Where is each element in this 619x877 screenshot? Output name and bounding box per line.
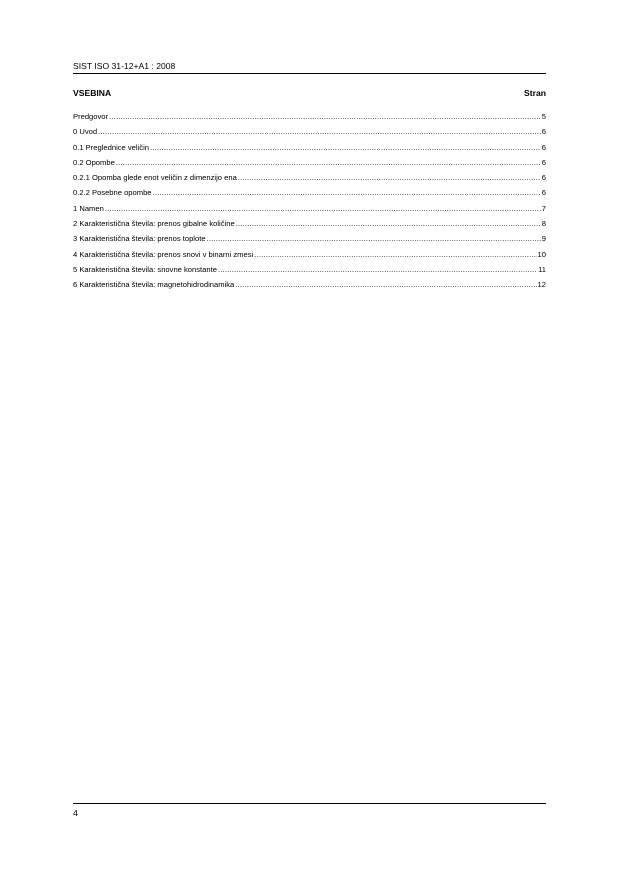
toc-entry-title: 0 Uvod: [73, 127, 98, 137]
toc-entry-title: 1 Namen: [73, 203, 104, 213]
toc-dot-leader: [236, 219, 541, 229]
header-divider: [73, 73, 546, 74]
toc-page-column-label: Stran: [524, 88, 546, 98]
toc-entry-page: 5: [541, 112, 546, 121]
toc-dot-leader: [238, 173, 541, 183]
toc-dot-leader: [235, 280, 536, 290]
running-header: SIST ISO 31-12+A1 : 2008: [73, 61, 176, 71]
toc-entry-page: 7: [541, 203, 546, 213]
toc-entry-title: 5 Karakteristična števila: snovne konstante: [73, 264, 217, 274]
toc-dot-leader: [109, 112, 541, 122]
toc-dot-leader: [207, 234, 541, 244]
toc-entry-title: 0.2.2 Posebne opombe: [73, 188, 152, 198]
toc-entry[interactable]: [73, 158, 546, 173]
toc-entry-title: 2 Karakteristična števila: prenos gibalne količine: [73, 219, 235, 229]
toc-entry[interactable]: [73, 188, 546, 203]
toc-dot-leader: [98, 127, 541, 137]
toc-heading-row: [73, 88, 546, 98]
toc-entry[interactable]: [73, 219, 546, 234]
toc-heading: VSEBINA: [73, 88, 112, 98]
toc-entry-page: 6: [541, 188, 546, 198]
toc-entry[interactable]: [73, 280, 546, 295]
toc-entry[interactable]: [73, 265, 546, 280]
toc-entry-title: 3 Karakteristična števila: prenos toplote: [73, 234, 206, 244]
toc-entry-title: 6 Karakteristična števila: magnetohidrodinamika: [73, 280, 235, 290]
toc-dot-leader: [153, 188, 541, 198]
toc-entry-title: 0.2.1 Opomba glede enot veličin z dimenzijo ena: [73, 173, 237, 183]
toc-entry[interactable]: [73, 173, 546, 188]
toc-dot-leader: [150, 143, 541, 153]
toc-dot-leader: [116, 158, 541, 168]
toc-entry-page: 6: [541, 157, 546, 167]
table-of-contents: [73, 112, 546, 296]
toc-dot-leader: [218, 265, 537, 275]
toc-entry[interactable]: [73, 250, 546, 265]
toc-entry-title: 0.1 Preglednice veličin: [73, 142, 149, 152]
footer-divider: [73, 803, 546, 804]
toc-entry[interactable]: [73, 143, 546, 158]
toc-entry[interactable]: [73, 112, 546, 127]
toc-entry[interactable]: [73, 127, 546, 142]
toc-entry[interactable]: [73, 204, 546, 219]
toc-entry-page: 6: [541, 127, 546, 137]
toc-entry-page: 12: [537, 280, 546, 290]
toc-entry-page: 6: [541, 142, 546, 152]
toc-entry-page: 10: [537, 249, 546, 259]
toc-entry-page: 11: [538, 264, 546, 274]
toc-entry-page: 8: [541, 219, 546, 229]
page-number: 4: [73, 808, 78, 818]
toc-dot-leader: [105, 204, 541, 214]
toc-entry-title: 0.2 Opombe: [73, 157, 115, 167]
toc-entry-title: Predgovor: [73, 112, 109, 121]
toc-dot-leader: [254, 250, 536, 260]
toc-entry-page: 9: [541, 234, 546, 244]
toc-entry-title: 4 Karakteristična števila: prenos snovi v binarni zmesi: [73, 249, 254, 259]
toc-entry[interactable]: [73, 234, 546, 249]
toc-entry-page: 6: [541, 173, 546, 183]
